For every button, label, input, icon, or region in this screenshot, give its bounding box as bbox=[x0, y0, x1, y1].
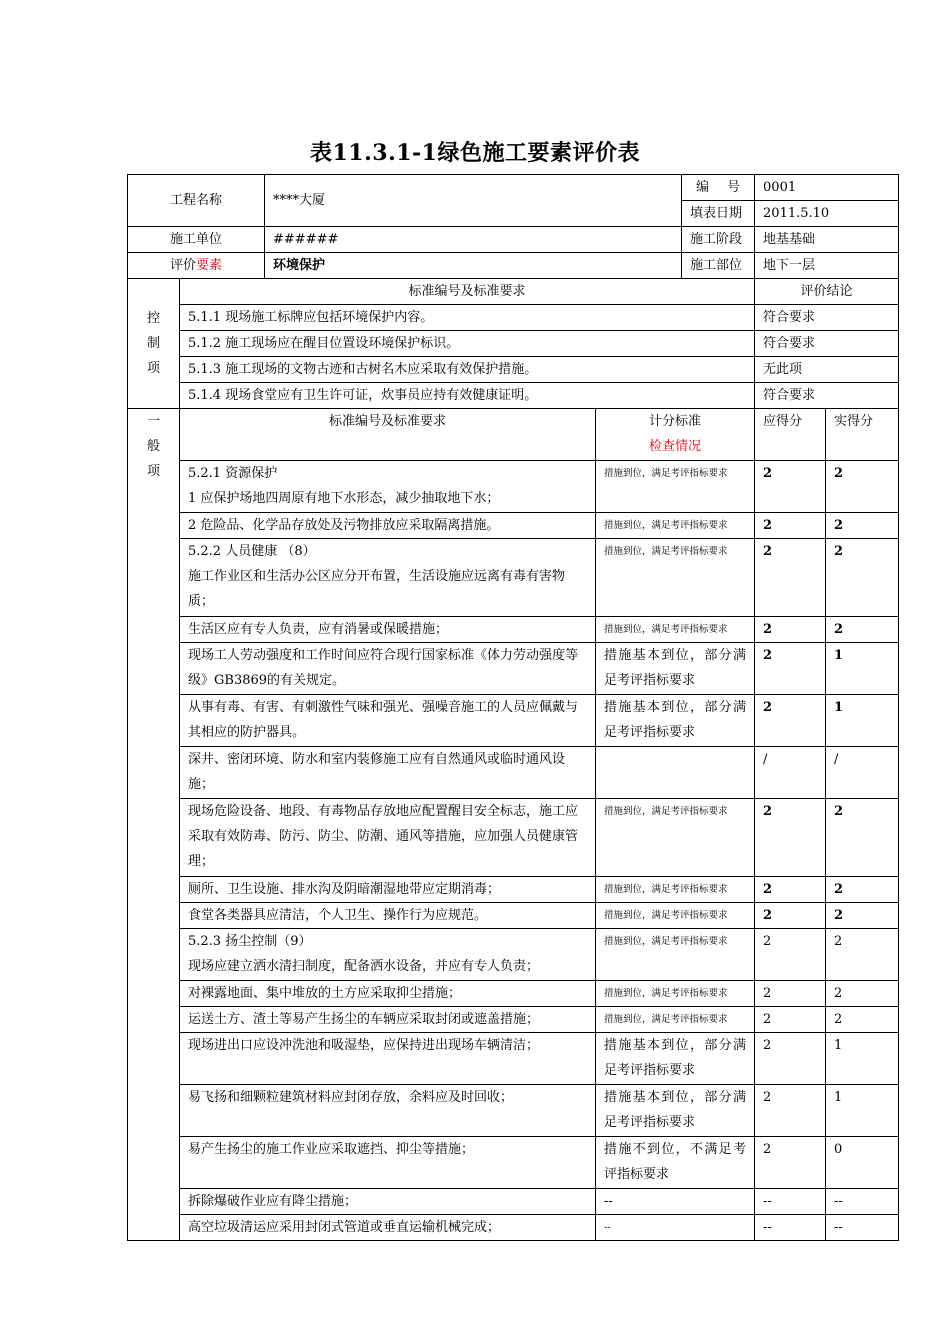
general-item-due-score: 2 bbox=[755, 513, 826, 539]
general-item-line: 食堂各类器具应清洁，个人卫生、操作行为应规范。 bbox=[188, 908, 488, 923]
date-label: 填表日期 bbox=[682, 201, 755, 227]
control-side-char: 项 bbox=[146, 361, 160, 376]
general-item-row bbox=[128, 981, 899, 1007]
general-item-due-score: 2 bbox=[755, 1137, 826, 1189]
general-item-row bbox=[128, 643, 899, 695]
general-item-text bbox=[180, 461, 596, 513]
general-item-text bbox=[180, 747, 596, 799]
general-item-actual-score: 0 bbox=[826, 1137, 899, 1189]
general-item-actual-score: 2 bbox=[826, 799, 899, 877]
control-result-header: 评价结论 bbox=[755, 279, 899, 305]
general-item-actual-score: 2 bbox=[826, 461, 899, 513]
general-item-text bbox=[180, 1215, 596, 1241]
control-col-header: 标准编号及标准要求 bbox=[180, 279, 755, 305]
general-item-actual-score: 2 bbox=[826, 929, 899, 981]
general-item-due-score: 2 bbox=[755, 539, 826, 617]
page-title: 表11.3.1-1绿色施工要素评价表 bbox=[310, 140, 640, 166]
project-name-label: 工程名称 bbox=[128, 175, 265, 227]
general-item-due-score: / bbox=[755, 747, 826, 799]
score-std-label: 计分标准 bbox=[649, 414, 702, 429]
general-item-standard: 措施到位，满足考评指标要求 bbox=[596, 877, 755, 903]
general-item-due-score: 2 bbox=[755, 461, 826, 513]
control-item-result: 符合要求 bbox=[755, 331, 899, 357]
general-item-line: 运送土方、渣土等易产生扬尘的车辆应采取封闭或遮盖措施； bbox=[188, 1012, 540, 1027]
general-item-standard: 措施基本到位，部分满足考评指标要求 bbox=[596, 1085, 755, 1137]
general-item-standard: 措施到位，满足考评指标要求 bbox=[596, 1007, 755, 1033]
general-item-actual-score: 2 bbox=[826, 539, 899, 617]
general-item-due-score: 2 bbox=[755, 617, 826, 643]
general-item-row bbox=[128, 1007, 899, 1033]
general-item-line: 现场工人劳动强度和工作时间应符合现行国家标准《体力劳动强度等级》GB3869的有关规定。 bbox=[188, 648, 579, 688]
part-value: 地下一层 bbox=[755, 253, 899, 279]
general-item-row bbox=[128, 1137, 899, 1189]
control-item-text: 5.1.3 施工现场的文物古迹和古树名木应采取有效保护措施。 bbox=[180, 357, 755, 383]
stage-label: 施工阶段 bbox=[682, 227, 755, 253]
general-item-due-score: 2 bbox=[755, 877, 826, 903]
general-side-char: 般 bbox=[146, 439, 160, 454]
general-item-line: 现场危险设备、地段、有毒物品存放地应配置醒目安全标志，施工应采取有效防毒、防污、防尘、防潮、通风等措施，应加强人员健康管理； bbox=[188, 804, 579, 869]
general-item-text bbox=[180, 695, 596, 747]
general-item-actual-score: 1 bbox=[826, 643, 899, 695]
general-item-due-score: 2 bbox=[755, 695, 826, 747]
general-item-text bbox=[180, 513, 596, 539]
general-item-text bbox=[180, 877, 596, 903]
general-item-standard: 措施不到位，不满足考评指标要求 bbox=[596, 1137, 755, 1189]
general-item-row bbox=[128, 877, 899, 903]
general-item-due-score: 2 bbox=[755, 1007, 826, 1033]
general-item-text bbox=[180, 1189, 596, 1215]
general-item-due-score: -- bbox=[755, 1189, 826, 1215]
unit-value: ###### bbox=[265, 227, 682, 253]
general-item-standard: 措施基本到位，部分满足考评指标要求 bbox=[596, 643, 755, 695]
general-item-actual-score: 2 bbox=[826, 617, 899, 643]
general-item-due-score: 2 bbox=[755, 1033, 826, 1085]
general-item-standard: 措施到位，满足考评指标要求 bbox=[596, 539, 755, 617]
eval-element-value: 环境保护 bbox=[265, 253, 682, 279]
general-item-actual-score: 2 bbox=[826, 903, 899, 929]
control-item-result: 符合要求 bbox=[755, 383, 899, 409]
general-item-due-score: 2 bbox=[755, 643, 826, 695]
general-item-row bbox=[128, 747, 899, 799]
general-item-row bbox=[128, 513, 899, 539]
general-item-text bbox=[180, 799, 596, 877]
general-item-standard: -- bbox=[596, 1215, 755, 1241]
general-item-line: 厕所、卫生设施、排水沟及阴暗潮湿地带应定期消毒； bbox=[188, 882, 501, 897]
control-item-text: 5.1.4 现场食堂应有卫生许可证，炊事员应持有效健康证明。 bbox=[180, 383, 755, 409]
date-value: 2011.5.10 bbox=[755, 201, 899, 227]
general-item-text bbox=[180, 903, 596, 929]
general-item-row bbox=[128, 1215, 899, 1241]
general-item-text bbox=[180, 643, 596, 695]
general-item-row bbox=[128, 903, 899, 929]
number-label-b: 号 bbox=[727, 180, 741, 195]
general-item-due-score: 2 bbox=[755, 799, 826, 877]
general-item-text bbox=[180, 1137, 596, 1189]
general-item-standard bbox=[596, 747, 755, 799]
general-item-line: 拆除爆破作业应有降尘措施； bbox=[188, 1194, 358, 1209]
control-item-text: 5.1.2 施工现场应在醒目位置设环境保护标识。 bbox=[180, 331, 755, 357]
general-item-due-score: 2 bbox=[755, 929, 826, 981]
general-item-actual-score: 2 bbox=[826, 1007, 899, 1033]
control-side-char: 控 bbox=[146, 311, 160, 326]
general-item-text bbox=[180, 617, 596, 643]
general-item-standard: 措施到位，满足考评指标要求 bbox=[596, 461, 755, 513]
general-item-standard: 措施到位，满足考评指标要求 bbox=[596, 513, 755, 539]
general-item-actual-score: 2 bbox=[826, 513, 899, 539]
general-item-text bbox=[180, 981, 596, 1007]
general-item-line: 5.2.2 人员健康 （8） bbox=[188, 544, 316, 559]
general-side-char: 一 bbox=[146, 414, 160, 429]
general-item-line: 易飞扬和细颗粒建筑材料应封闭存放，余料应及时回收； bbox=[188, 1090, 514, 1105]
check-status-label: 检查情况 bbox=[649, 439, 702, 454]
general-item-row bbox=[128, 461, 899, 513]
general-item-line: 深井、密闭环境、防水和室内装修施工应有自然通风或临时通风设施； bbox=[188, 752, 566, 792]
general-item-line: 对裸露地面、集中堆放的土方应采取抑尘措施； bbox=[188, 986, 462, 1001]
general-item-actual-score: -- bbox=[826, 1189, 899, 1215]
stage-value: 地基基础 bbox=[755, 227, 899, 253]
eval-label-red: 要素 bbox=[196, 258, 223, 273]
actual-score-header: 实得分 bbox=[826, 409, 899, 461]
general-item-text bbox=[180, 1033, 596, 1085]
general-item-due-score: 2 bbox=[755, 981, 826, 1007]
general-item-actual-score: 1 bbox=[826, 1033, 899, 1085]
general-item-line: 现场进出口应设冲洗池和吸湿垫，应保持进出现场车辆清洁； bbox=[188, 1038, 540, 1053]
general-item-standard: 措施到位，满足考评指标要求 bbox=[596, 929, 755, 981]
general-item-line: 2 危险品、化学品存放处及污物排放应采取隔离措施。 bbox=[188, 518, 500, 533]
general-item-row bbox=[128, 539, 899, 617]
general-item-row bbox=[128, 929, 899, 981]
general-col-header: 标准编号及标准要求 bbox=[180, 409, 596, 461]
score-std-header bbox=[596, 409, 755, 461]
eval-element-label bbox=[128, 253, 265, 279]
general-item-row bbox=[128, 617, 899, 643]
control-side-char: 制 bbox=[146, 336, 160, 351]
general-item-line: 现场应建立洒水清扫制度，配备洒水设备，并应有专人负责； bbox=[188, 959, 540, 974]
control-item-result: 无此项 bbox=[755, 357, 899, 383]
general-side-char: 项 bbox=[146, 464, 160, 479]
general-item-text bbox=[180, 539, 596, 617]
general-item-line: 5.2.3 扬尘控制（9） bbox=[188, 934, 312, 949]
general-item-standard: 措施基本到位，部分满足考评指标要求 bbox=[596, 1033, 755, 1085]
control-item-text: 5.1.1 现场施工标牌应包括环境保护内容。 bbox=[180, 305, 755, 331]
general-item-text bbox=[180, 929, 596, 981]
number-label-a: 编 bbox=[696, 180, 710, 195]
general-item-due-score: 2 bbox=[755, 903, 826, 929]
part-label: 施工部位 bbox=[682, 253, 755, 279]
control-item-result: 符合要求 bbox=[755, 305, 899, 331]
general-item-standard: 措施到位，满足考评指标要求 bbox=[596, 903, 755, 929]
eval-label-prefix: 评价 bbox=[169, 258, 196, 273]
general-item-row bbox=[128, 799, 899, 877]
control-side-label bbox=[128, 279, 180, 409]
general-item-line: 施工作业区和生活办公区应分开布置，生活设施应远离有毒有害物质； bbox=[188, 569, 566, 609]
general-item-line: 1 应保护场地四周原有地下水形态，减少抽取地下水； bbox=[188, 491, 500, 506]
number-label bbox=[682, 175, 755, 201]
general-item-row bbox=[128, 1189, 899, 1215]
project-name-value: ****大厦 bbox=[265, 175, 682, 227]
general-item-standard: 措施到位，满足考评指标要求 bbox=[596, 617, 755, 643]
general-item-text bbox=[180, 1085, 596, 1137]
general-item-standard: -- bbox=[596, 1189, 755, 1215]
general-item-actual-score: 2 bbox=[826, 981, 899, 1007]
general-item-actual-score: 1 bbox=[826, 1085, 899, 1137]
general-item-line: 生活区应有专人负责，应有消暑或保暖措施； bbox=[188, 622, 449, 637]
general-item-row bbox=[128, 1033, 899, 1085]
general-item-due-score: 2 bbox=[755, 1085, 826, 1137]
general-item-standard: 措施基本到位，部分满足考评指标要求 bbox=[596, 695, 755, 747]
general-item-line: 5.2.1 资源保护 bbox=[188, 466, 278, 481]
evaluation-table bbox=[127, 174, 899, 1241]
general-item-actual-score: -- bbox=[826, 1215, 899, 1241]
general-item-line: 高空垃圾清运应采用封闭式管道或垂直运输机械完成； bbox=[188, 1220, 501, 1235]
general-item-standard: 措施到位，满足考评指标要求 bbox=[596, 981, 755, 1007]
due-score-header: 应得分 bbox=[755, 409, 826, 461]
general-item-standard: 措施到位，满足考评指标要求 bbox=[596, 799, 755, 877]
general-item-row bbox=[128, 1085, 899, 1137]
general-item-row bbox=[128, 695, 899, 747]
general-item-actual-score: 1 bbox=[826, 695, 899, 747]
general-item-due-score: -- bbox=[755, 1215, 826, 1241]
number-value: 0001 bbox=[755, 175, 899, 201]
general-item-line: 易产生扬尘的施工作业应采取遮挡、抑尘等措施； bbox=[188, 1142, 475, 1157]
general-item-line: 从事有毒、有害、有刺激性气味和强光、强噪音施工的人员应佩戴与其相应的防护器具。 bbox=[188, 700, 579, 740]
general-item-actual-score: / bbox=[826, 747, 899, 799]
general-item-text bbox=[180, 1007, 596, 1033]
unit-label: 施工单位 bbox=[128, 227, 265, 253]
general-item-actual-score: 2 bbox=[826, 877, 899, 903]
general-side-label bbox=[128, 409, 180, 1241]
